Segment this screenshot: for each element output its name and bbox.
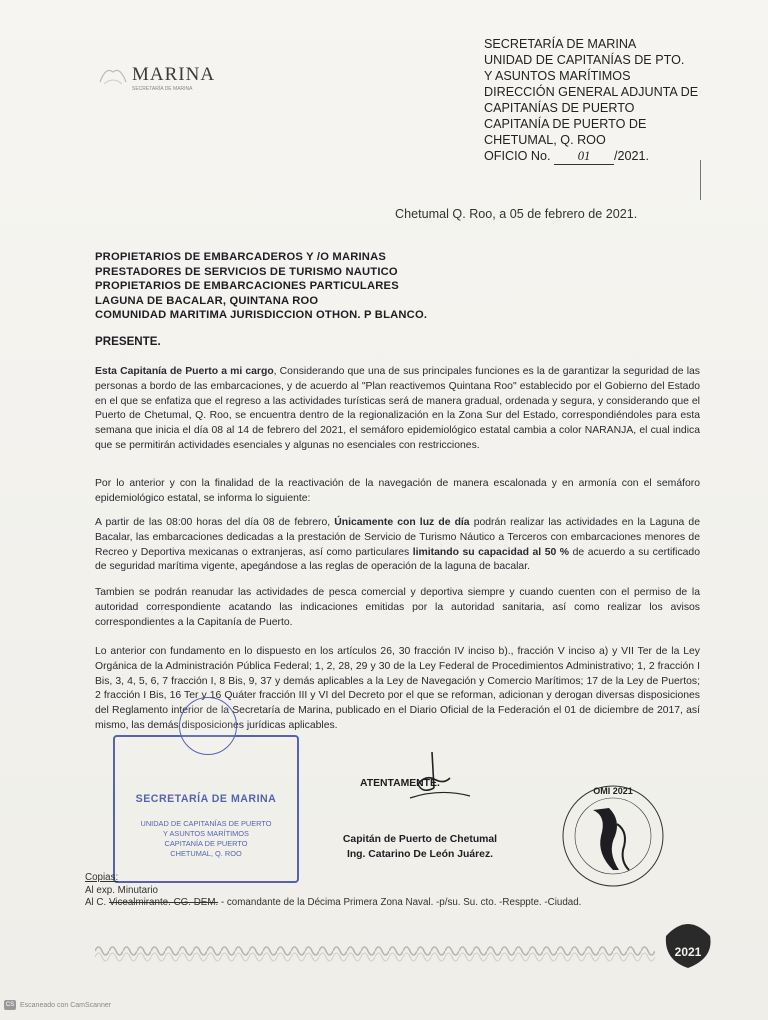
signer-title: Capitán de Puerto de Chetumal bbox=[342, 834, 498, 845]
document-date: Chetumal Q. Roo, a 05 de febrero de 2021. bbox=[395, 207, 638, 221]
body-paragraph-3: A partir de las 08:00 horas del día 08 de febrero, Únicamente con luz de día podrán realizar las actividades en la Laguna de Bacalar, las embarcaciones dedicadas a la prestación de Servicio de Turismo Náutico a Terceros con embarcaciones menores de Recreo y Deportiva mexicanas o extranjeras, así como particulares limitando su capacidad al 50 % de acuerdo a su certificado de seguridad marítima vigente, apegándose a las reglas de operación de la laguna de bacalar. bbox=[95, 517, 700, 573]
closing-atentamente: ATENTAMENTE. bbox=[360, 778, 440, 789]
sender-header bbox=[484, 36, 698, 165]
copies-block bbox=[85, 872, 581, 910]
header-line: SECRETARÍA DE MARINA bbox=[484, 37, 637, 51]
svg-text:OMI 2021: OMI 2021 bbox=[593, 786, 633, 796]
body-paragraph-1: Esta Capitanía de Puerto a mi cargo, Considerando que una de sus principales funciones es la de garantizar la seguridad de las personas a bordo de las embarcaciones, y de acuerdo al "Plan reactivemos Quintana Roo" establecido por el Gobierno del Estado en el que se enfatiza que el regreso a las actividades turísticas será de manera gradual, ordenada y segura, y considerando que el Puerto de Chetumal, Q. Roo, se encuentra dentro de la regionalización en la Zona Sur del Estado, correspondiéndoles para esta semana que inicia el día 08 al 14 de febrero del 2021, el semáforo epidemiológico estatal cambia a color NARANJA, el cual indica que se permitirán actividades esenciales y algunas no esenciales con restricciones. bbox=[95, 366, 700, 451]
body-paragraph-4: Tambien se podrán reanudar las actividades de pesca comercial y deportiva siempre y cuando cuenten con el permiso de la autoridad correspondiente acatando las indicaciones emitidas por la autoridad sanitaria, así como realizar los avisos correspondientes a la Capitanía de Puerto. bbox=[95, 587, 700, 628]
body-paragraph-2: Por lo anterior y con la finalidad de la reactivación de la navegación de manera escalonada y en armonía con el semáforo epidemiológico estatal, se informa lo siguiente: bbox=[95, 478, 700, 504]
footer-decorative-band bbox=[95, 940, 655, 962]
addressee-block bbox=[95, 250, 427, 323]
camscanner-icon: CS bbox=[5, 1002, 15, 1008]
svg-text:2021: 2021 bbox=[674, 945, 702, 959]
stamp-lines: UNIDAD DE CAPITANÍAS DE PUERTO Y ASUNTOS MARÍTIMOS CAPITANÍA DE PUERTO CHETUMAL, Q. ROO bbox=[140, 819, 272, 858]
salutation: PRESENTE. bbox=[95, 335, 161, 348]
official-stamp bbox=[113, 735, 299, 883]
seal-icon bbox=[179, 697, 237, 755]
copy-line: Al exp. Minutario bbox=[85, 884, 158, 896]
header-line: DIRECCIÓN GENERAL ADJUNTA DE bbox=[484, 85, 699, 99]
header-line: Y ASUNTOS MARÍTIMOS bbox=[484, 69, 631, 83]
anniversary-2021-logo bbox=[660, 912, 716, 972]
copies-title: Copias: bbox=[85, 872, 119, 883]
copy-line: Al C. Vicealmirante. CG. DEM. - comandante de la Décima Primera Zona Naval. -p/su. Su. cto. -Resppte. -Ciudad. bbox=[85, 897, 582, 908]
header-line: UNIDAD DE CAPITANÍAS DE PTO. bbox=[484, 53, 685, 67]
logo-subtitle: SECRETARÍA DE MARINA bbox=[132, 86, 193, 92]
oficio-number: OFICIO No. 01 /2021. bbox=[484, 149, 649, 163]
addressee-line: PROPIETARIOS DE EMBARCACIONES PARTICULARES bbox=[95, 280, 399, 293]
addressee-line: COMUNIDAD MARITIMA JURISDICCION OTHON. P BLANCO. bbox=[95, 309, 428, 322]
header-line: CHETUMAL, Q. ROO bbox=[484, 133, 606, 147]
eagle-emblem-icon bbox=[96, 62, 130, 88]
header-line: CAPITANÍAS DE PUERTO bbox=[484, 101, 635, 115]
signer-name: Ing. Catarino De León Juárez. bbox=[346, 849, 494, 860]
stamp-title: SECRETARÍA DE MARINA bbox=[135, 793, 277, 805]
body-paragraph-5: Lo anterior con fundamento en lo dispuesto en los artículos 26, 30 fracción IV inciso b)., fracción V inciso a) y VII Ter de la Ley Orgánica de la Administración Pública Federal; 1, 2, 28, 29 y 30 de la Ley Federal de Procedimientos Administrativo; 1, 2 fracción I Bis, 3, 4, 5, 6, 7 fracción I, 8 Bis, 9, 37 y demás aplicables a la Ley de Navegación y Comercio Marítimos; 17 de la Ley de Puertos; 2 fracción I Bis, 16 Ter y 16 Quáter fracción III y VI del Decreto por el que se reforman, adicionan y derogan diversas disposiciones del Reglamento interior de la Secretaría de Marina, publicado en el Diario Oficial de la Federación el 01 de diciembre de 2017, así mismo, las demás disposiciones jurídicas aplicables. bbox=[95, 646, 700, 731]
addressee-line: PRESTADORES DE SERVICIOS DE TURISMO NAUTICO bbox=[95, 265, 398, 278]
header-line: CAPITANÍA DE PUERTO DE bbox=[484, 117, 647, 131]
margin-mark bbox=[700, 160, 701, 200]
scanner-watermark: CS Escaneado con CamScanner bbox=[5, 1001, 112, 1009]
addressee-line: PROPIETARIOS DE EMBARCADEROS Y /O MARINAS bbox=[95, 251, 387, 263]
oficio-number-handwritten: 01 bbox=[554, 148, 614, 165]
logo-word: MARINA bbox=[132, 64, 216, 85]
addressee-line: LAGUNA DE BACALAR, QUINTANA ROO bbox=[95, 294, 319, 307]
